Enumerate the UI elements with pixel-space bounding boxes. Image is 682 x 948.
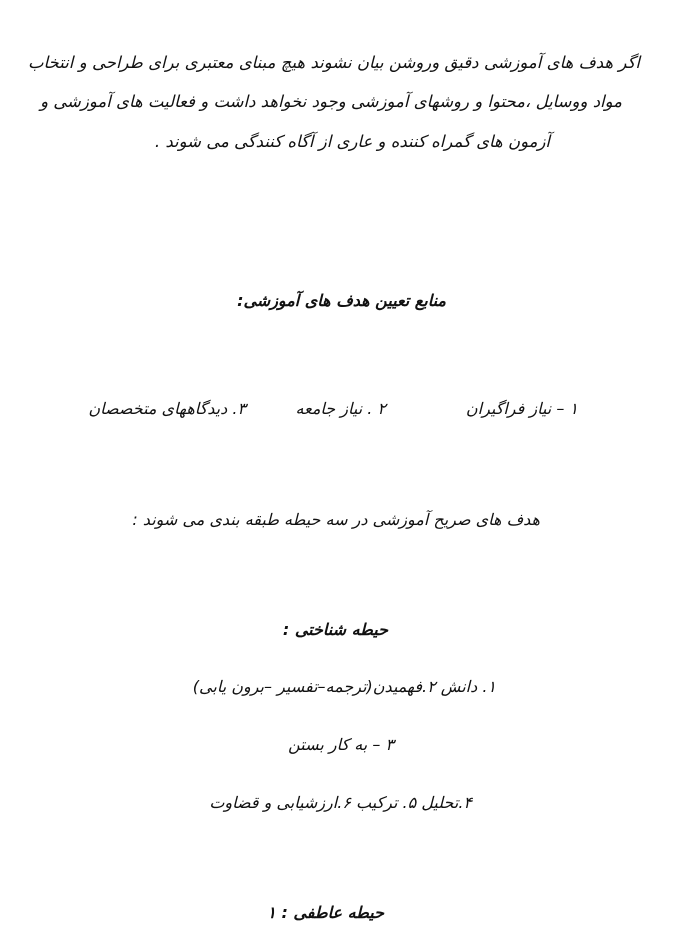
sources-heading: منابع تعیین هدف های آموزشی: [237, 291, 446, 310]
intro-line-1: اگر هدف های آموزشی دقیق وروشن بیان نشوند هیچ مبنای معتبری برای طراحی و انتخاب [28, 53, 640, 72]
cognitive-heading: حیطه شناختی : [282, 620, 388, 639]
intro-line-3: آزمون های گمراه کننده و عاری از آگاه کنندگی می شوند . [154, 132, 550, 151]
cognitive-line-1: ۱. دانش ۲.فهمیدن(ترجمه–تفسیر –برون یابی) [192, 677, 496, 696]
classification-text: هدف های صریح آموزشی در سه حیطه طبقه بندی می شوند : [132, 510, 540, 529]
intro-line-2: مواد ووسایل ،محتوا و روشهای آموزشی وجود نخواهد داشت و فعالیت های آموزشی و [40, 92, 622, 111]
source-item-experts: ۳. دیدگاههای متخصصان [88, 399, 246, 418]
source-item-society: ۲ . نیاز جامعه [295, 399, 386, 418]
cognitive-line-2: ۳ – به کار بستن [288, 735, 394, 754]
affective-heading: حیطه عاطفی : ۱ [267, 903, 384, 922]
source-item-learners: ۱ – نیاز فراگیران [465, 399, 578, 418]
cognitive-line-3: ۴.تحلیل ۵. ترکیب ۶.ارزشیابی و قضاوت [209, 793, 472, 812]
